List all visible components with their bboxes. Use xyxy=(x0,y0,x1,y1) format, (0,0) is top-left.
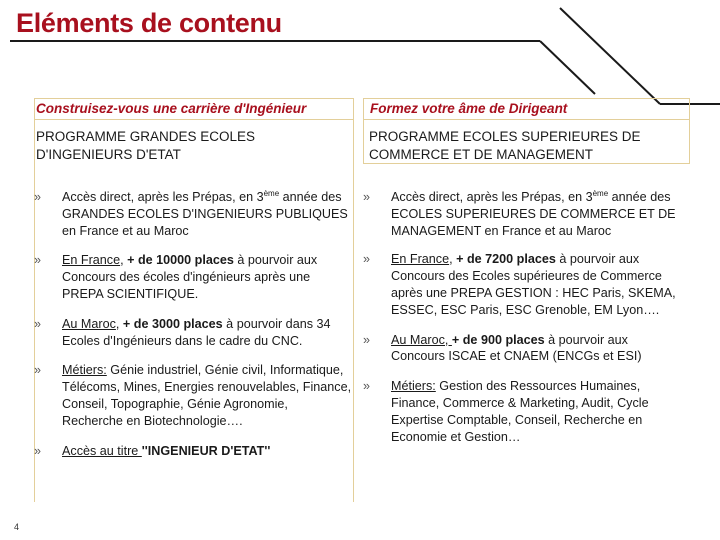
list-item: » Accès direct, après les Prépas, en 3ème année des ECOLES SUPERIEURES DE COMMERCE ET DE MANAGEMENT en France et au Maroc xyxy=(363,188,676,238)
business-list xyxy=(363,189,685,445)
list-item: » Métiers: Gestion des Ressources Humaines, Finance, Commerce & Marketing, Audit, Cycle Expertise Comptable, Conseil, Recherche en Economie et Gestion… xyxy=(363,379,649,444)
list-item: » Au Maroc, + de 3000 places à pourvoir dans 34 Ecoles d'Ingénieurs dans le cadre du CNC. xyxy=(34,316,331,348)
business-subtitle: Formez votre âme de Dirigeant xyxy=(370,101,568,116)
page-number: 4 xyxy=(14,522,20,532)
bullet-icon: » xyxy=(34,316,42,331)
engineer-program-title: PROGRAMME GRANDES ECOLES D'INGENIEURS D'ETAT xyxy=(36,129,256,162)
link-acces-titre[interactable]: Accès au titre xyxy=(62,443,142,458)
link-au-maroc[interactable]: Au Maroc, xyxy=(391,332,452,347)
list-item: » En France, + de 7200 places à pourvoir aux Concours des Ecoles supérieures de Commerce après une PREPA GESTION : HEC Paris, SKEMA, ESSEC, ESC Paris, ESC Grenoble, EM Lyon…. xyxy=(363,252,676,317)
bullet-icon: » xyxy=(363,190,371,204)
business-program-title: PROGRAMME ECOLES SUPERIEURES DE COMMERCE ET DE MANAGEMENT xyxy=(369,129,641,162)
bullet-icon: » xyxy=(363,379,371,394)
link-en-france[interactable]: En France xyxy=(391,252,450,267)
link-au-maroc[interactable]: Au Maroc xyxy=(62,316,116,331)
list-item: » Accès direct, après les Prépas, en 3ème année des GRANDES ECOLES D'INGENIEURS PUBLIQUES en France et au Maroc xyxy=(34,188,348,238)
list-item: » Au Maroc, + de 900 places à pourvoir aux Concours ISCAE et CNAEM (ENCGs et ESI) xyxy=(363,332,642,364)
engineer-list xyxy=(34,189,352,459)
list-item: » En France, + de 10000 places à pourvoir aux Concours des écoles d'ingénieurs après une PREPA SCIENTIFIQUE. xyxy=(34,253,318,301)
bullet-icon: » xyxy=(34,363,42,378)
engineer-subtitle: Construisez-vous une carrière d'Ingénieur xyxy=(36,101,307,116)
link-metiers[interactable]: Métiers: xyxy=(391,379,436,394)
list-item: » Métiers: Génie industriel, Génie civil, Informatique, Télécoms, Mines, Energies renouvelables, Finance, Conseil, Topographie, Génie Agronomie, Recherche en Biotechnologie…. xyxy=(34,363,352,428)
link-en-france[interactable]: En France xyxy=(62,253,121,268)
business-column-box xyxy=(363,98,690,164)
bullet-icon: » xyxy=(34,443,42,458)
link-metiers[interactable]: Métiers: xyxy=(62,363,107,378)
bullet-icon: » xyxy=(363,252,371,267)
page-title: Eléments de contenu xyxy=(16,8,282,38)
bullet-icon: » xyxy=(34,253,42,268)
bullet-icon: » xyxy=(34,190,42,204)
bullet-icon: » xyxy=(363,332,371,347)
list-item: » Accès au titre ''INGENIEUR D'ETAT'' xyxy=(34,443,271,458)
